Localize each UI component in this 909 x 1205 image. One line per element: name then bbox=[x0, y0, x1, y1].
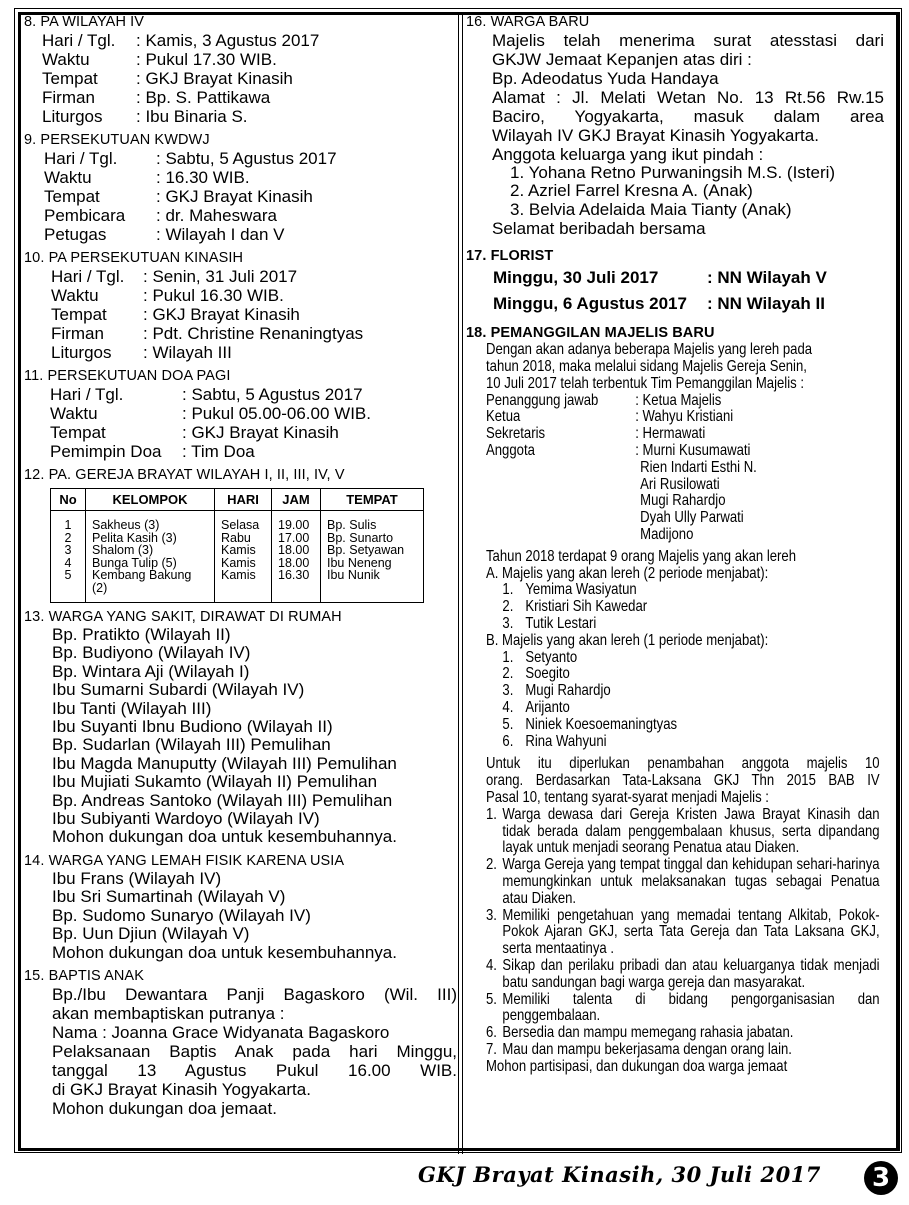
table-cell: Bp. Sunarto bbox=[321, 532, 424, 545]
list-item: Ibu Frans (Wilayah IV) bbox=[52, 868, 222, 888]
list-item: Mohon dukungan doa untuk kesembuhannya. bbox=[52, 942, 397, 962]
item-number: 7. bbox=[486, 1040, 497, 1058]
section-title: 9. PERSEKUTUAN KWDWJ bbox=[24, 132, 210, 148]
requirements-intro-line: Untuk itu diperlukan penambahan anggota majelis 10 bbox=[486, 755, 880, 773]
team-role: Ketua bbox=[486, 408, 521, 426]
detail-value: : Tim Doa bbox=[182, 442, 255, 461]
paragraph-line: di GKJ Brayat Kinasih Yogyakarta. bbox=[52, 1079, 311, 1099]
pa-schedule-table bbox=[50, 488, 424, 603]
detail-label: Tempat bbox=[42, 69, 98, 88]
item-number: 4. bbox=[502, 698, 514, 716]
column-divider bbox=[462, 12, 463, 1154]
table-cell: 2 bbox=[51, 532, 86, 545]
team-role bbox=[486, 510, 635, 527]
detail-value: : Wilayah III bbox=[143, 343, 232, 362]
section-title: 13. WARGA YANG SAKIT, DIRAWAT DI RUMAH bbox=[24, 609, 342, 625]
column-header: JAM bbox=[272, 489, 321, 511]
team-member: : Ketua Majelis bbox=[635, 391, 722, 409]
group-b-item bbox=[486, 717, 880, 734]
requirement-item bbox=[486, 807, 880, 857]
section-warga-sakit bbox=[24, 609, 454, 847]
detail-label: Waktu bbox=[50, 404, 98, 423]
requirement-text: Memiliki pengetahuan yang memadai tentang Alkitab, Pokok-Pokok Ajaran GKJ, serta Tata Gereja dan Tata Laksana GKJ, serta mentaatinya . bbox=[502, 906, 880, 958]
detail-label: Tempat bbox=[44, 187, 100, 206]
section-title: 12. PA. GEREJA BRAYAT WILAYAH I, II, III, IV, V bbox=[24, 467, 345, 483]
group-b-item bbox=[486, 666, 880, 683]
paragraph-line: Wilayah IV GKJ Brayat Kinasih Yogyakarta. bbox=[492, 126, 819, 145]
requirement-text: Bersedia dan mampu memegang rahasia jabatan. bbox=[502, 1024, 794, 1042]
list-item: Ibu Mujiati Sukamto (Wilayah II) Pemulihan bbox=[52, 772, 378, 792]
left-column bbox=[24, 14, 457, 1124]
detail-value: : Senin, 31 Juli 2017 bbox=[143, 267, 298, 286]
table-cell: Rabu bbox=[215, 532, 272, 545]
table-cell: 19.00 bbox=[272, 511, 321, 532]
detail-value: : 16.30 WIB. bbox=[156, 168, 250, 187]
requirement-item bbox=[486, 1042, 880, 1059]
group-b-item bbox=[486, 700, 880, 717]
item-number: 3. bbox=[486, 906, 497, 924]
florist-date: Minggu, 6 Agustus 2017 bbox=[493, 294, 687, 314]
column-header: No bbox=[51, 489, 86, 511]
item-number: 1. bbox=[486, 805, 497, 823]
section-title: 8. PA WILAYAH IV bbox=[24, 14, 145, 30]
list-item: Bp. Sudomo Sunaryo (Wilayah IV) bbox=[52, 905, 311, 925]
item-name: Mugi Rahardjo bbox=[525, 682, 611, 700]
requirements-intro-line: orang. Berdasarkan Tata-Laksana GKJ Thn 2015 BAB IV bbox=[486, 772, 880, 790]
table-cell: Bp. Sulis bbox=[321, 511, 424, 532]
paragraph-line: Bp. Adeodatus Yuda Handaya bbox=[492, 69, 719, 88]
item-number: 6. bbox=[486, 1024, 497, 1042]
detail-label: Waktu bbox=[44, 168, 92, 187]
table-cell: Pelita Kasih (3) bbox=[86, 532, 215, 545]
family-member: 3. Belvia Adelaida Maia Tianty (Anak) bbox=[510, 199, 792, 219]
section-title: 14. WARGA YANG LEMAH FISIK KARENA USIA bbox=[24, 852, 345, 869]
florist-date: Minggu, 30 Juli 2017 bbox=[493, 268, 659, 288]
table-cell: Selasa bbox=[215, 511, 272, 532]
group-b-title: B. Majelis yang akan lereh (1 periode menjabat): bbox=[486, 631, 769, 649]
item-name: Niniek Koesoemaningtyas bbox=[525, 715, 678, 733]
detail-value: : Pukul 05.00-06.00 WIB. bbox=[182, 404, 371, 423]
item-number: 6. bbox=[502, 732, 514, 750]
table-cell: 5 bbox=[51, 569, 86, 603]
section-title: 17. FLORIST bbox=[466, 248, 554, 265]
detail-value: : Pukul 16.30 WIB. bbox=[143, 286, 284, 305]
list-item: Bp. Budiyono (Wilayah IV) bbox=[52, 643, 251, 663]
detail-label: Firman bbox=[42, 88, 95, 107]
group-a-item bbox=[486, 599, 880, 616]
requirements-intro bbox=[486, 756, 880, 806]
detail-value: : Ibu Binaria S. bbox=[136, 107, 248, 126]
section-title: 15. BAPTIS ANAK bbox=[24, 967, 144, 984]
group-b-item bbox=[486, 650, 880, 667]
detail-label: Hari / Tgl. bbox=[50, 385, 124, 404]
detail-label: Petugas bbox=[44, 225, 107, 244]
family-member: 1. Yohana Retno Purwaningsih M.S. (Isteri) bbox=[510, 163, 836, 182]
paragraph-line: tanggal 13 Agustus Pukul 16.00 WIB. bbox=[52, 1060, 457, 1080]
right-column bbox=[466, 14, 886, 1081]
item-number: 1. bbox=[502, 648, 514, 666]
paragraph-line: Pelaksanaan Baptis Anak pada hari Minggu, bbox=[52, 1041, 457, 1061]
team-role: Sekretaris bbox=[486, 425, 546, 443]
elderly-members-list bbox=[24, 870, 454, 962]
paragraph-line: Baciro, Yogyakarta, masuk dalam area bbox=[492, 107, 884, 126]
schedule-details bbox=[24, 267, 454, 362]
detail-label: Liturgos bbox=[51, 343, 112, 362]
table-cell: 3 bbox=[51, 544, 86, 557]
group-b-item bbox=[486, 683, 880, 700]
detail-value: : Sabtu, 5 Agustus 2017 bbox=[156, 149, 337, 168]
list-item: Ibu Suyanti Ibnu Budiono (Wilayah II) bbox=[52, 717, 333, 737]
schedule-details bbox=[24, 385, 454, 461]
closing-line: Mohon partisipasi, dan dukungan doa warga jemaat bbox=[486, 1057, 788, 1075]
table-cell: Shalom (3) bbox=[86, 544, 215, 557]
paragraph-line: Nama : Joanna Grace Widyanata Bagaskoro bbox=[52, 1022, 390, 1042]
table-header-row bbox=[51, 489, 424, 511]
table-cell: 17.00 bbox=[272, 532, 321, 545]
table-row bbox=[51, 569, 424, 603]
detail-value: : dr. Maheswara bbox=[156, 206, 277, 225]
section-warga-lemah-fisik bbox=[24, 853, 454, 962]
list-item: Ibu Magda Manuputty (Wilayah III) Pemulihan bbox=[52, 753, 397, 773]
section-title: 16. WARGA BARU bbox=[466, 14, 590, 30]
majelis-content bbox=[466, 342, 886, 1075]
list-item: Ibu Tanti (Wilayah III) bbox=[52, 698, 212, 718]
detail-label: Hari / Tgl. bbox=[51, 267, 125, 286]
requirement-text: Mau dan mampu bekerjasama dengan orang lain. bbox=[502, 1040, 792, 1058]
florist-schedule bbox=[466, 265, 886, 317]
section-persekutuan-doa-pagi bbox=[24, 368, 454, 461]
new-member-announcement bbox=[466, 31, 884, 164]
detail-label: Tempat bbox=[50, 423, 106, 442]
item-name: Tutik Lestari bbox=[525, 614, 597, 632]
requirement-item bbox=[486, 958, 880, 992]
team-member: Ari Rusilowati bbox=[640, 475, 720, 493]
paragraph-line: Mohon dukungan doa jemaat. bbox=[52, 1098, 277, 1118]
group-a-item bbox=[486, 582, 880, 599]
item-number: 5. bbox=[502, 715, 514, 733]
detail-value: : GKJ Brayat Kinasih bbox=[156, 187, 313, 206]
detail-value: : Wilayah I dan V bbox=[156, 225, 285, 244]
item-number: 3. bbox=[502, 614, 514, 632]
item-number: 1. bbox=[502, 581, 514, 599]
page-number-badge: 3 bbox=[864, 1161, 898, 1195]
sick-members-list bbox=[24, 626, 454, 847]
baptism-announcement bbox=[24, 985, 457, 1118]
team-member: Madijono bbox=[640, 525, 694, 543]
detail-label: Hari / Tgl. bbox=[44, 149, 118, 168]
majelis-body bbox=[486, 342, 880, 1075]
team-member: Mugi Rahardjo bbox=[640, 492, 726, 510]
list-item: Bp. Wintara Aji (Wilayah I) bbox=[52, 661, 250, 681]
table-cell: Bp. Setyawan bbox=[321, 544, 424, 557]
detail-value: : GKJ Brayat Kinasih bbox=[143, 305, 300, 324]
item-number: 2. bbox=[502, 665, 514, 683]
table-cell: Sakheus (3) bbox=[86, 511, 215, 532]
section-pa-wilayah-iv bbox=[24, 14, 454, 126]
list-item: Ibu Sri Sumartinah (Wilayah V) bbox=[52, 887, 286, 907]
detail-value: : Pukul 17.30 WIB. bbox=[136, 50, 277, 69]
item-name: Rina Wahyuni bbox=[525, 732, 607, 750]
table-cell: Bunga Tulip (5) bbox=[86, 557, 215, 570]
family-member: 2. Azriel Farrel Kresna A. (Anak) bbox=[510, 181, 753, 201]
requirement-text: Memiliki talenta di bidang pengorganisasian dan penggembalaan. bbox=[502, 990, 880, 1025]
table-row bbox=[51, 544, 424, 557]
intro-line: 10 Juli 2017 telah terbentuk Tim Pemanggilan Majelis : bbox=[486, 374, 804, 392]
footer-church-date: GKJ Brayat Kinasih, 30 Juli 2017 bbox=[418, 1162, 821, 1187]
detail-label: Hari / Tgl. bbox=[42, 31, 116, 50]
paragraph-line: Alamat : Jl. Melati Wetan No. 13 Rt.56 Rw.15 bbox=[492, 88, 884, 107]
list-item: Bp. Andreas Santoko (Wilayah III) Pemulihan bbox=[52, 790, 393, 810]
table-cell: 4 bbox=[51, 557, 86, 570]
list-item: Mohon dukungan doa untuk kesembuhannya. bbox=[52, 827, 397, 847]
team-member: Rien Indarti Esthi N. bbox=[640, 458, 757, 476]
list-item: Bp. Sudarlan (Wilayah III) Pemulihan bbox=[52, 735, 331, 755]
detail-value: : Sabtu, 5 Agustus 2017 bbox=[182, 385, 363, 404]
table-cell: 1 bbox=[51, 511, 86, 532]
florist-assignee: : NN Wilayah V bbox=[707, 268, 827, 288]
closing-line: Selamat beribadah bersama bbox=[492, 219, 706, 239]
florist-assignee: : NN Wilayah II bbox=[707, 294, 825, 314]
team-role bbox=[486, 477, 635, 494]
group-a-item bbox=[486, 616, 880, 633]
detail-label: Waktu bbox=[51, 286, 99, 305]
table-cell: 18.00 bbox=[272, 544, 321, 557]
detail-label: Liturgos bbox=[42, 107, 103, 126]
paragraph-line: Majelis telah menerima surat atesstasi dari bbox=[492, 31, 884, 50]
item-number: 2. bbox=[502, 598, 514, 616]
item-name: Yemima Wasiyatun bbox=[525, 581, 637, 599]
item-name: Soegito bbox=[525, 665, 570, 683]
item-number: 2. bbox=[486, 856, 497, 874]
item-name: Kristiari Sih Kawedar bbox=[525, 598, 648, 616]
team-role bbox=[486, 493, 635, 510]
detail-label: Waktu bbox=[42, 50, 90, 69]
list-item: Bp. Uun Djiun (Wilayah V) bbox=[52, 924, 250, 944]
table-cell: Ibu Nunik bbox=[321, 569, 424, 603]
table-cell: Kamis bbox=[215, 569, 272, 603]
section-title: 11. PERSEKUTUAN DOA PAGI bbox=[24, 368, 231, 384]
section-baptis-anak bbox=[24, 967, 457, 1118]
table-cell: Kamis bbox=[215, 544, 272, 557]
table-cell: Kembang Bakung (2) bbox=[86, 569, 215, 603]
requirement-text: Sikap dan perilaku pribadi dan atau keluarganya tidak menjadi batu sandungan bagi warga gereja dan masyarakat. bbox=[502, 956, 880, 991]
detail-label: Pembicara bbox=[44, 206, 126, 225]
requirement-text: Warga dewasa dari Gereja Kristen Jawa Brayat Kinasih dan tidak berada dalam penggembalaan khusus, serta dipandang layak untuk menjadi seorang Penatua atau Diaken. bbox=[502, 805, 880, 857]
team-role bbox=[486, 527, 635, 544]
section-pa-gereja-brayat bbox=[24, 467, 454, 603]
item-name: Setyanto bbox=[525, 648, 578, 666]
table-cell: Kamis bbox=[215, 557, 272, 570]
detail-label: Pemimpin Doa bbox=[50, 442, 162, 461]
schedule-details bbox=[24, 149, 454, 244]
paragraph-line: akan membaptiskan putranya : bbox=[52, 1003, 285, 1023]
requirement-item bbox=[486, 1025, 880, 1042]
list-item: Ibu Sumarni Subardi (Wilayah IV) bbox=[52, 680, 305, 700]
team-member: : Wahyu Kristiani bbox=[635, 408, 734, 426]
detail-value: : Kamis, 3 Agustus 2017 bbox=[136, 31, 320, 50]
item-number: 4. bbox=[486, 956, 497, 974]
requirement-item bbox=[486, 992, 880, 1026]
team-role: Penanggung jawab bbox=[486, 391, 599, 409]
requirements-intro-line: Pasal 10, tentang syarat-syarat menjadi Majelis : bbox=[486, 788, 769, 806]
requirement-text: Warga Gereja yang tempat tinggal dan kehidupan sehari-harinya memungkinkan untuk melaksanakan tugas sebagai Penatua atau Diaken. bbox=[502, 856, 880, 907]
item-number: 3. bbox=[502, 682, 514, 700]
intro-line: tahun 2018, maka melalui sidang Majelis Gereja Senin, bbox=[486, 358, 807, 376]
section-title: 10. PA PERSEKUTUAN KINASIH bbox=[24, 250, 244, 266]
paragraph-line: Anggota keluarga yang ikut pindah : bbox=[492, 145, 764, 164]
table-row bbox=[51, 511, 424, 532]
list-item: Ibu Subiyanti Wardoyo (Wilayah IV) bbox=[52, 809, 320, 829]
team-member: : Murni Kusumawati bbox=[635, 442, 751, 459]
table-cell: 16.30 bbox=[272, 569, 321, 603]
section-pa-persekutuan-kinasih bbox=[24, 250, 454, 362]
section-persekutuan-kwdwj bbox=[24, 132, 454, 244]
item-number: 5. bbox=[486, 990, 497, 1008]
requirement-item bbox=[486, 908, 880, 958]
column-header: KELOMPOK bbox=[86, 489, 215, 511]
column-header: TEMPAT bbox=[321, 489, 424, 511]
detail-value: : GKJ Brayat Kinasih bbox=[182, 423, 339, 442]
group-b-item bbox=[486, 734, 880, 751]
detail-value: : Bp. S. Pattikawa bbox=[136, 88, 271, 107]
paragraph-line: GKJW Jemaat Kepanjen atas diri : bbox=[492, 50, 752, 69]
group-a-title: A. Majelis yang akan lereh (2 periode menjabat): bbox=[486, 564, 769, 582]
detail-label: Tempat bbox=[51, 305, 107, 324]
lereh-intro: Tahun 2018 terdapat 9 orang Majelis yang akan lereh bbox=[486, 547, 796, 565]
section-florist bbox=[466, 248, 886, 317]
column-divider bbox=[458, 12, 459, 1154]
section-warga-baru bbox=[466, 14, 886, 238]
detail-value: : GKJ Brayat Kinasih bbox=[136, 69, 293, 88]
requirement-item bbox=[486, 857, 880, 907]
team-role bbox=[486, 460, 635, 477]
team-list bbox=[486, 393, 880, 544]
section-pemanggilan-majelis bbox=[466, 325, 886, 1075]
detail-value: : Pdt. Christine Renaningtyas bbox=[143, 324, 364, 343]
list-item: Bp. Pratikto (Wilayah II) bbox=[52, 625, 231, 644]
schedule-details bbox=[24, 31, 454, 126]
closing-text bbox=[466, 219, 886, 238]
table-cell: Ibu Neneng bbox=[321, 557, 424, 570]
team-role: Anggota bbox=[486, 442, 535, 459]
item-name: Arijanto bbox=[525, 698, 570, 716]
detail-label: Firman bbox=[51, 324, 104, 343]
table-cell: 18.00 bbox=[272, 557, 321, 570]
intro-line: Dengan akan adanya beberapa Majelis yang lereh pada bbox=[486, 341, 813, 359]
section-title: 18. PEMANGGILAN MAJELIS BARU bbox=[466, 325, 715, 342]
family-members-list bbox=[466, 164, 886, 219]
team-member: Dyah Ully Parwati bbox=[640, 509, 744, 527]
team-member: : Hermawati bbox=[635, 425, 706, 443]
column-header: HARI bbox=[215, 489, 272, 511]
paragraph-line: Bp./Ibu Dewantara Panji Bagaskoro (Wil. III) bbox=[52, 984, 457, 1004]
